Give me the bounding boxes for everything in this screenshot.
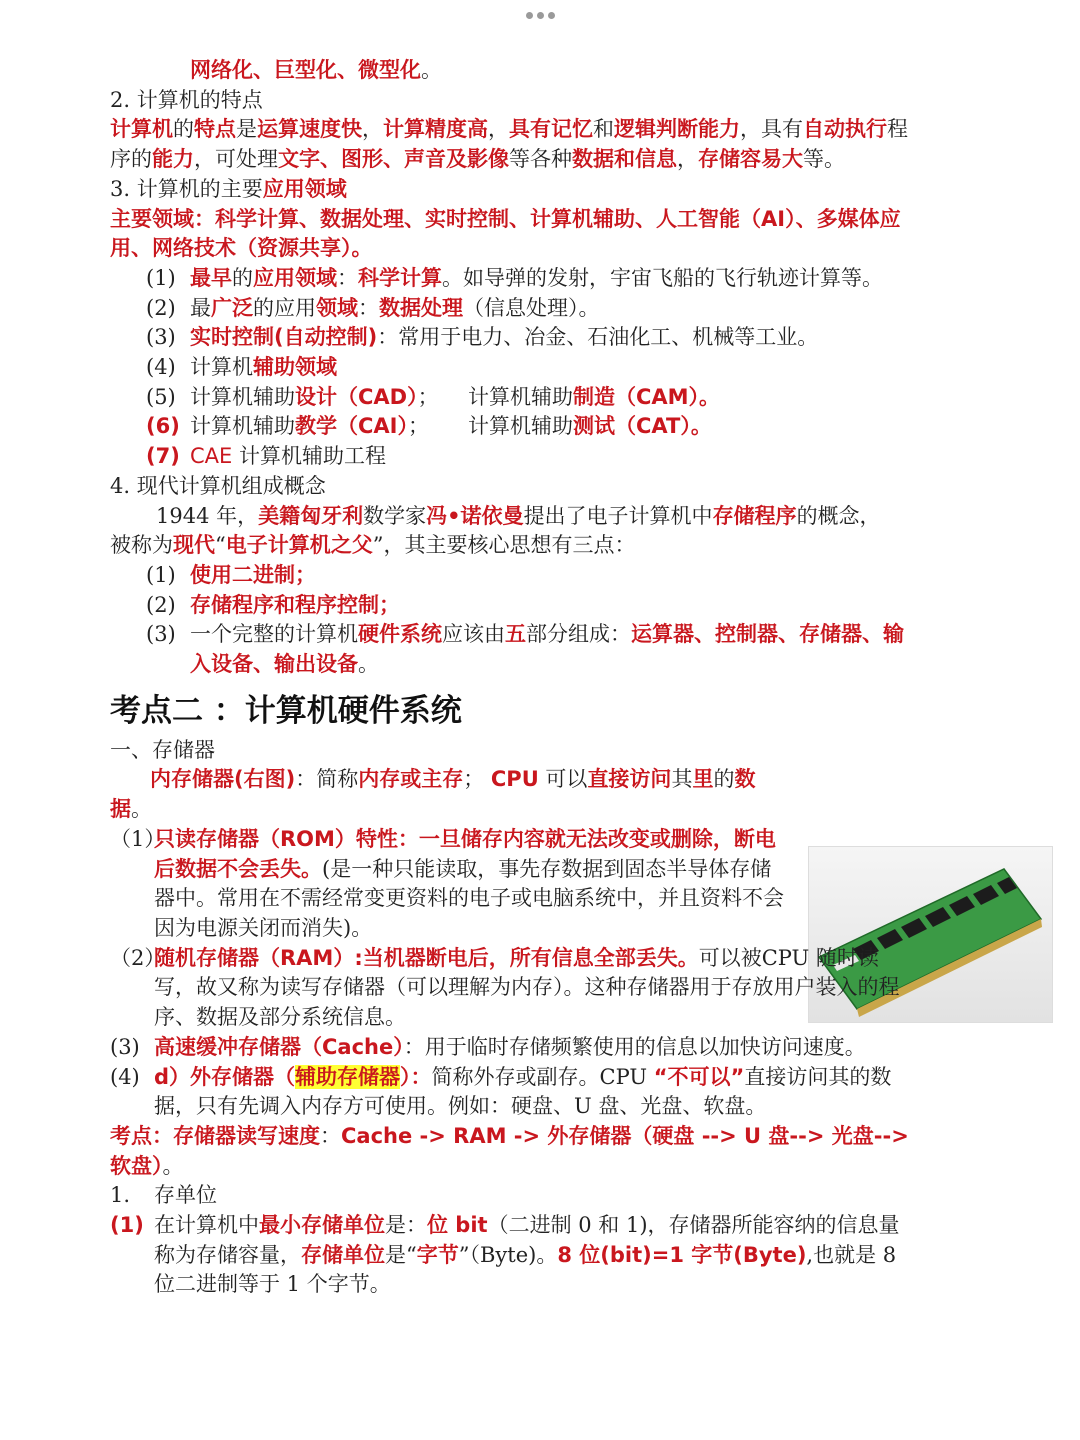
section-2-heading: 2. 计算机的特点: [110, 87, 263, 112]
list-item: (1) 在计算机中最小存储单位是：位 bit（二进制 0 和 1)，存储器所能容纳的信息量称为存储容量，存储单位是“字节”（Byte)。8 位(bit)=1 字节(Byte),也就是 8 位二进制等于 1 个字节。: [110, 1213, 900, 1297]
storage-kaodian: 考点：存储器读写速度：Cache -> RAM -> 外存储器（硬盘 --> U 盘--> 光盘--> 软盘）。: [110, 1123, 909, 1178]
list-item: (1) 使用二进制；: [146, 562, 316, 587]
section-4-body-2: 被称为现代“电子计算机之父”，其主要核心思想有三点：: [110, 533, 636, 558]
section-2-body: 计算机的特点是运算速度快，计算精度高，具有记忆和逻辑判断能力，具有自动执行程序的能力，可处理文字、图形、声音及影像等各种数据和信息，存储容易大等。: [110, 117, 908, 172]
list-item: (6) 计算机辅助教学（CAI）； 计算机辅助测试（CAT）。: [146, 414, 712, 439]
list-item: (2) 存储程序和程序控制；: [146, 592, 400, 617]
section-3-main-fields: 主要领域：科学计算、数据处理、实时控制、计算机辅助、人工智能（AI）、多媒体应用、网络技术（资源共享）。: [110, 206, 901, 261]
section-3-heading: 3. 计算机的主要应用领域: [110, 176, 347, 201]
unit-heading: 1. 存单位: [110, 1183, 217, 1208]
list-item: (4) d）外存储器（辅助存储器）：简称外存或副存。CPU “不可以”直接访问其的数据，只有先调入内存方可使用。例如：硬盘、U 盘、光盘、软盘。: [110, 1064, 892, 1119]
list-item: (7) CAE 计算机辅助工程: [146, 444, 386, 469]
list-item: (1) 最早的应用领域：科学计算。如导弹的发射，宇宙飞船的飞行轨迹计算等。: [146, 265, 883, 290]
section-4-body: 1944 年，美籍匈牙利数学家冯•诺依曼提出了电子计算机中存储程序的概念，: [156, 503, 881, 528]
list-item: (3) 一个完整的计算机硬件系统应该由五部分组成：运算器、控制器、存储器、输入设备、输出设备。: [146, 622, 904, 677]
list-item: (4) 计算机辅助领域: [146, 355, 337, 380]
list-item: （1） 只读存储器（ROM）特性：一旦储存内容就无法改变或删除，断电后数据不会丢失。(是一种只能读取，事先存数据到固态半导体存储器中。常用在不需经常变更资料的电子或电脑系统中，并且资料不会因为电源关闭而消失)。: [110, 826, 784, 940]
list-item: (5) 计算机辅助设计（CAD）； 计算机辅助制造（CAM）。: [146, 384, 721, 409]
top-fragment: 网络化、巨型化、微型化。: [190, 58, 442, 82]
list-item: (2) 最广泛的应用领域：数据处理（信息处理）。: [146, 295, 600, 320]
list-item: (3) 实时控制(自动控制)：常用于电力、冶金、石油化工、机械等工业。: [146, 325, 819, 350]
section-4-heading: 4. 现代计算机组成概念: [110, 473, 326, 498]
more-options-dots[interactable]: [0, 4, 1080, 23]
storage-heading: 一、存储器: [110, 737, 215, 762]
storage-intro: 内存储器(右图)：简称内存或主存； CPU 可以直接访问其里的数据。: [110, 767, 756, 822]
list-item: (3) 高速缓冲存储器（Cache）：用于临时存储频繁使用的信息以加快访问速度。: [110, 1034, 866, 1059]
document-page: [110, 56, 910, 1300]
list-item: （2） 随机存储器（RAM）:当机器断电后，所有信息全部丢失。可以被CPU 随时读写，故又称为读写存储器（可以理解为内存）。这种存储器用于存放用户装入的程序、数据及部分系统信息。: [110, 945, 900, 1030]
section-heading-kaodian-2: 考点二 ：计算机硬件系统: [110, 692, 462, 729]
